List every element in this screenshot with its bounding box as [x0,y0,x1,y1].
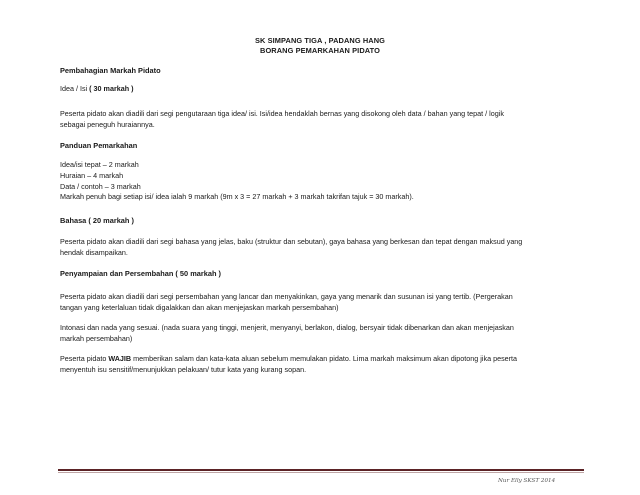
idea-marks-line [60,84,585,95]
guide-line: Markah penuh bagi setiap isi/ idea ialah 9 markah (9m x 3 = 27 markah + 3 markah takrifan tajuk = 30 markah). [60,192,414,202]
language-description [60,237,585,259]
idea-marks: ( 30 markah ) [89,84,134,93]
delivery-p1-line-1: Peserta pidato akan diadili dari segi persembahan yang lancar dan menyakinkan, gaya yang menarik dan susunan isi yang tertib. (Pergerakan [60,292,513,301]
guide-list [60,160,585,203]
language-desc-line-2: hendak disampaikan. [60,247,128,257]
footer-signature: Nur Elly SKST 2014 [498,478,556,484]
section-heading-mark-split: Pembahagian Markah Pidato [60,66,161,75]
delivery-p3-pre: Peserta pidato [60,354,109,363]
footer-divider [58,469,584,471]
delivery-p2-line-2: markah persembahan) [60,333,133,343]
footer-divider-thin [58,472,584,473]
wajib-emphasis: WAJIB [108,354,132,363]
delivery-p2-line-1: Intonasi dan nada yang sesuai. (nada suara yang tinggi, menjerit, menyanyi, berlakon, dialog, bersyair tidak dibenarkan dan akan menjejaskan [60,323,514,332]
guide-line: Idea/isi tepat – 2 markah [60,160,139,169]
delivery-p3-line-2: menyentuh isu sensitif/menunjukkan pelakuan/ tutur kata yang kurang sopan. [60,364,307,374]
delivery-p3-line-1 [60,354,585,365]
delivery-paragraph-3 [60,354,585,376]
delivery-p1-line-2: tangan yang keterlaluan tidak digalakkan dan akan menjejaskan markah persembahan) [60,302,339,312]
form-title: BORANG PEMARKAHAN PIDATO [260,46,380,55]
guide-line: Huraian – 4 markah [60,170,124,180]
language-desc-line-1: Peserta pidato akan diadili dari segi bahasa yang jelas, baku (struktur dan sebutan), gaya bahasa yang berkesan dan tepat dengan maksud yang [60,237,523,246]
section-heading-guide: Panduan Pemarkahan [60,141,138,150]
idea-desc-line-2: sebagai peneguh huraiannya. [60,119,155,129]
delivery-p3-post: memberikan salam dan kata-kata aluan sebelum memulakan pidato. Lima markah maksimum akan dipotong jika peserta [131,354,518,363]
idea-desc-line-1: Peserta pidato akan diadili dari segi pengutaraan tiga idea/ isi. Isi/idea hendaklah bernas yang disokong oleh data / bahan yang tepat / logik [60,109,504,118]
section-heading-language: Bahasa ( 20 markah ) [60,216,134,225]
idea-description [60,109,585,131]
delivery-paragraph-1 [60,292,585,314]
guide-line: Data / contoh – 3 markah [60,181,141,191]
idea-label: Idea / Isi [60,84,88,93]
section-heading-delivery: Penyampaian dan Persembahan ( 50 markah ) [60,269,222,278]
school-name: SK SIMPANG TIGA , PADANG HANG [254,36,386,45]
delivery-paragraph-2 [60,323,585,345]
